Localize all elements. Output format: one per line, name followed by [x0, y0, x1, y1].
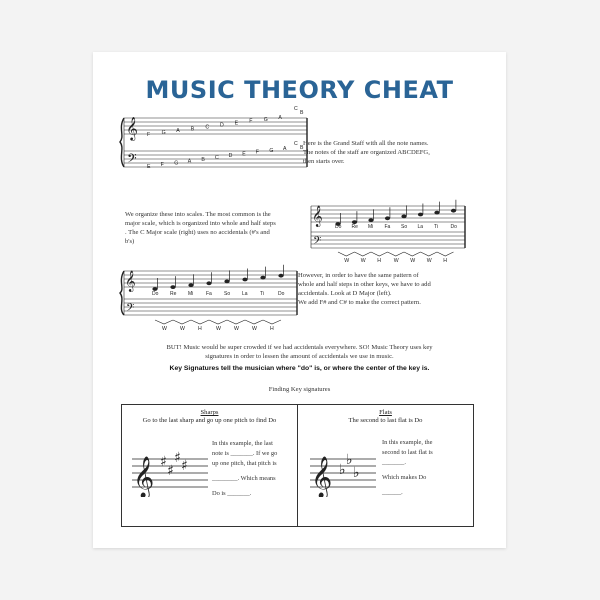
grand-staff-text-line: The notes of the staff are organized ABCDEFG, [303, 149, 430, 156]
sharps-example-line: In this example, the last [212, 440, 273, 447]
key-signature-rule: Key Signatures tell the musician where "do" is, or where the center of the key is. [169, 365, 430, 372]
svg-text:𝄞: 𝄞 [311, 457, 333, 497]
flats-key-signature [308, 449, 378, 497]
scale-note-head [278, 274, 283, 278]
sharps-heading: Sharps [200, 409, 219, 416]
grand-staff-text-line: Here is the Grand Staff with all the note names. [303, 140, 429, 147]
scale-note-head [401, 215, 406, 219]
flats-example-line: ______. [382, 489, 403, 496]
bass-note-name: E [147, 164, 151, 170]
svg-text:𝄢: 𝄢 [127, 151, 137, 169]
bass-note-name: E [242, 151, 246, 158]
bass-note-name: A [187, 158, 192, 165]
step-bracket [437, 252, 454, 256]
step-label: W [216, 326, 221, 332]
treble-note-name: F [147, 132, 151, 138]
scale-note-head [368, 218, 373, 222]
sharps-example-line: ________. Which means [212, 475, 276, 482]
svg-text:𝄞: 𝄞 [125, 271, 136, 292]
step-label: W [410, 258, 416, 264]
bass-note-name: C [294, 141, 298, 147]
svg-text:♯: ♯ [181, 458, 188, 474]
svg-text:♯: ♯ [160, 454, 167, 470]
flats-heading: Flats [379, 409, 392, 416]
sharps-instruction: Go to the last sharp and go up one pitch to find Do [142, 417, 277, 424]
svg-text:♭: ♭ [346, 452, 353, 468]
sharps-example-line: note is _______. If we go [212, 450, 278, 457]
treble-note-name: C [294, 106, 298, 112]
scale-note-head [434, 211, 439, 215]
step-label: H [443, 258, 447, 264]
solfege-label: Re [351, 224, 358, 230]
solfege-label: So [224, 291, 231, 297]
treble-note-name: C [205, 124, 210, 131]
bass-note-name: G [174, 160, 179, 167]
scale-note-head [260, 276, 265, 280]
bass-note-name: C [215, 155, 219, 161]
scale-note-head [385, 216, 390, 220]
scale-note-head [206, 281, 211, 285]
scale-note-head [170, 285, 175, 289]
flats-example-line: second to last flat is [382, 449, 433, 456]
scales-intro-line: We organize these into scales. The most common is the [125, 211, 271, 218]
step-bracket [245, 320, 263, 324]
svg-text:𝄞: 𝄞 [312, 206, 323, 227]
scale-note-head [451, 209, 456, 213]
step-label: W [234, 326, 239, 332]
flats-example-line: In this example, the [382, 439, 433, 446]
solfege-label: Ti [434, 224, 438, 230]
solfege-label: Mi [188, 291, 194, 297]
step-label: W [393, 258, 399, 264]
bass-note-name: D [228, 153, 233, 160]
svg-text:𝄢: 𝄢 [313, 235, 322, 250]
solfege-label: Do [152, 291, 159, 297]
key-sig-line: signatures in order to lessen the amount of accidentals we use in music. [205, 353, 394, 360]
bass-note-name: A [283, 146, 287, 152]
svg-text:𝄞: 𝄞 [126, 116, 138, 140]
scales-intro-line: b's) [125, 238, 135, 245]
step-bracket [227, 320, 245, 324]
bass-note-name: F [160, 162, 164, 169]
key-signature-explanation [113, 343, 486, 361]
sharps-example-line: up one pitch, that pitch is [212, 460, 277, 467]
step-label: W [344, 258, 350, 264]
treble-note-name: F [249, 118, 253, 125]
sharps-box [121, 404, 298, 527]
sharps-example-line: Do is _______. [212, 490, 252, 497]
scales-intro-line: . The C Major scale (right) uses no accidentals (#'s and [125, 229, 270, 236]
treble-note-name: G [161, 130, 166, 137]
step-bracket [421, 252, 438, 256]
d-major-text-line: whole and half steps in other keys, we have to add [298, 281, 431, 288]
treble-note-name: A [176, 128, 180, 135]
solfege-label: Fa [206, 291, 212, 297]
step-bracket [404, 252, 421, 256]
step-label: W [360, 258, 366, 264]
treble-note-name: E [234, 120, 239, 127]
solfege-label: Do [450, 224, 457, 230]
solfege-label: La [242, 291, 248, 297]
treble-note-name: D [220, 122, 224, 129]
step-bracket [263, 320, 281, 324]
step-label: W [426, 258, 432, 264]
bass-note-name: B [300, 145, 304, 151]
step-bracket [209, 320, 227, 324]
d-major-text-line: We add F# and C# to make the correct pattern. [298, 299, 421, 306]
step-label: W [252, 326, 257, 332]
svg-text:♭: ♭ [353, 465, 360, 481]
step-label: W [180, 326, 185, 332]
treble-note-name: A [278, 114, 282, 121]
finding-key-signatures-heading: Finding Key signatures [268, 386, 331, 393]
svg-text:𝄞: 𝄞 [133, 457, 155, 497]
scale-note-head [418, 213, 423, 217]
key-sig-line: BUT! Music would be super crowded if we had accidentals everywhere. SO! Music Theory uses key [166, 344, 433, 351]
solfege-label: Re [170, 291, 177, 297]
solfege-label: Fa [384, 224, 391, 230]
solfege-label: La [417, 224, 424, 230]
svg-text:♭: ♭ [339, 462, 346, 478]
flats-instruction: The second to last flat is Do [348, 417, 423, 424]
solfege-label: Ti [260, 291, 264, 297]
step-bracket [338, 252, 355, 256]
grand-staff [121, 106, 311, 178]
c-major-scale [308, 204, 468, 266]
grand-staff-text [303, 139, 503, 166]
flats-box [297, 404, 474, 527]
step-label: H [377, 258, 381, 264]
scale-note-head [224, 280, 229, 284]
step-bracket [191, 320, 209, 324]
page-title: MUSIC THEORY CHEAT [145, 76, 454, 104]
step-label: H [270, 326, 274, 332]
bass-note-name: F [255, 149, 259, 156]
solfege-label: Do [335, 224, 342, 230]
flats-example [382, 438, 472, 498]
svg-text:𝄢: 𝄢 [126, 302, 135, 317]
step-bracket [371, 252, 388, 256]
sharps-example [212, 439, 296, 499]
solfege-label: So [401, 224, 408, 230]
flats-example-line: Which makes Do [382, 474, 427, 481]
d-major-scale [121, 269, 301, 333]
d-major-text-line: However, in order to have the same pattern of [298, 272, 419, 279]
scales-intro [125, 210, 303, 246]
step-bracket [388, 252, 405, 256]
step-bracket [355, 252, 372, 256]
svg-text:♯: ♯ [174, 450, 181, 466]
flats-example-line: _______. [382, 459, 406, 466]
scale-note-head [242, 278, 247, 282]
grand-staff-text-line: then starts over. [303, 158, 345, 165]
scales-intro-line: major scale, which is organized into whole and half steps [125, 220, 276, 227]
svg-text:♯: ♯ [167, 463, 174, 479]
step-bracket [155, 320, 173, 324]
bass-note-name: B [201, 156, 205, 163]
d-major-text-line: accidentals. Look at D Major (left). [298, 290, 392, 297]
step-label: W [162, 326, 167, 332]
step-bracket [173, 320, 191, 324]
treble-note-name: B [300, 110, 304, 116]
treble-note-name: B [190, 126, 195, 133]
solfege-label: Do [278, 291, 285, 297]
sharps-key-signature [130, 449, 210, 497]
scale-note-head [188, 283, 193, 287]
step-label: H [198, 326, 202, 332]
solfege-label: Mi [368, 224, 374, 230]
bass-note-name: G [269, 147, 274, 154]
d-major-text [298, 271, 503, 307]
treble-note-name: G [263, 116, 268, 123]
cheat-sheet [93, 52, 506, 548]
